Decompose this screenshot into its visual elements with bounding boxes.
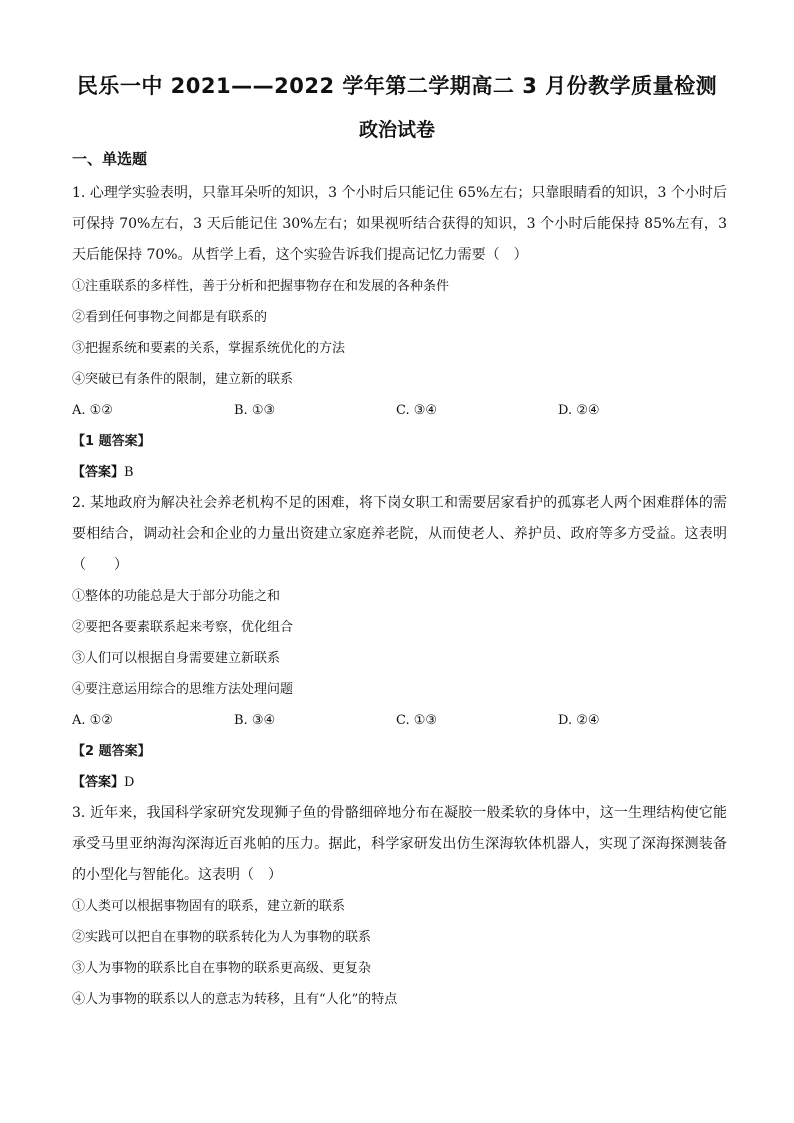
choice-b: B. ③④ xyxy=(234,713,276,728)
choice-d: D. ②④ xyxy=(558,403,600,418)
statement-2: ②要把各要素联系起来考察，优化组合 xyxy=(72,620,294,635)
statement-4: ④突破已有条件的限制，建立新的联系 xyxy=(72,372,294,387)
choice-d: D. ②④ xyxy=(558,713,600,728)
statement-4: ④人为事物的联系以人的意志为转移，且有“人化”的特点 xyxy=(72,992,398,1007)
statement-1: ①整体的功能总是大于部分功能之和 xyxy=(72,589,281,604)
statement-3: ③把握系统和要素的关系，掌握系统优化的方法 xyxy=(72,341,346,356)
answer-choices xyxy=(72,705,727,736)
exam-content xyxy=(72,148,727,1015)
question-1 xyxy=(72,178,727,488)
statement-1: ①注重联系的多样性，善于分析和把握事物存在和发展的各种条件 xyxy=(72,279,450,294)
answer-line xyxy=(72,767,727,798)
answer-value: B xyxy=(124,465,134,480)
question-stem: 1. 心理学实验表明，只靠耳朵听的知识，3 个小时后只能记住 65%左右；只靠眼睛看的知识，3 个小时后可保持 70%左右，3 天后能记住 30%左右；如果视听结合获得的知识，3 个小时后能保持 85%左有，3 天后能保持 70%。从哲学上看，这个实验告诉我们提高记忆力需要（ ） xyxy=(72,185,727,263)
answer-label: 【答案】 xyxy=(72,775,125,790)
choice-a: A. ①② xyxy=(72,403,113,418)
choice-c: C. ③④ xyxy=(396,403,438,418)
question-stem: 2. 某地政府为解决社会养老机构不足的困难，将下岗女职工和需要居家看护的孤寡老人两个困难群体的需要相结合，调动社会和企业的力量出资建立家庭养老院，从而使老人、养护员、政府等多方受益。这表明（ ） xyxy=(72,495,727,573)
question-stem: 3. 近年来，我国科学家研究发现狮子鱼的骨骼细碎地分布在凝胶一般柔软的身体中，这一生理结构使它能承受马里亚纳海沟深海近百兆帕的压力。据此，科学家研发出仿生深海软体机器人，实现了深海探测装备的小型化与智能化。这表明（ ） xyxy=(72,805,727,883)
question-2 xyxy=(72,488,727,798)
section-heading: 一、单选题 xyxy=(72,150,148,168)
exam-subject: 政治试卷 xyxy=(358,119,435,141)
question-3 xyxy=(72,798,727,1015)
choice-a: A. ①② xyxy=(72,713,113,728)
choice-c: C. ①③ xyxy=(396,713,438,728)
answer-line xyxy=(72,457,727,488)
statement-3: ③人为事物的联系比自在事物的联系更高级、更复杂 xyxy=(72,961,372,976)
choice-b: B. ①③ xyxy=(234,403,276,418)
statement-1: ①人类可以根据事物固有的联系，建立新的联系 xyxy=(72,899,346,914)
statement-3: ③人们可以根据自身需要建立新联系 xyxy=(72,651,281,666)
answer-label: 【答案】 xyxy=(72,465,125,480)
statement-2: ②实践可以把自在事物的联系转化为人为事物的联系 xyxy=(72,930,372,945)
statement-4: ④要注意运用综合的思维方法处理问题 xyxy=(72,682,294,697)
answer-value: D xyxy=(124,775,135,790)
statement-2: ②看到任何事物之间都是有联系的 xyxy=(72,310,268,325)
answer-tag: 【1 题答案】 xyxy=(72,434,151,449)
answer-tag: 【2 题答案】 xyxy=(72,744,151,759)
exam-title: 民乐一中 2021——2022 学年第二学期高二 3 月份教学质量检测 xyxy=(76,74,718,98)
answer-choices xyxy=(72,395,727,426)
